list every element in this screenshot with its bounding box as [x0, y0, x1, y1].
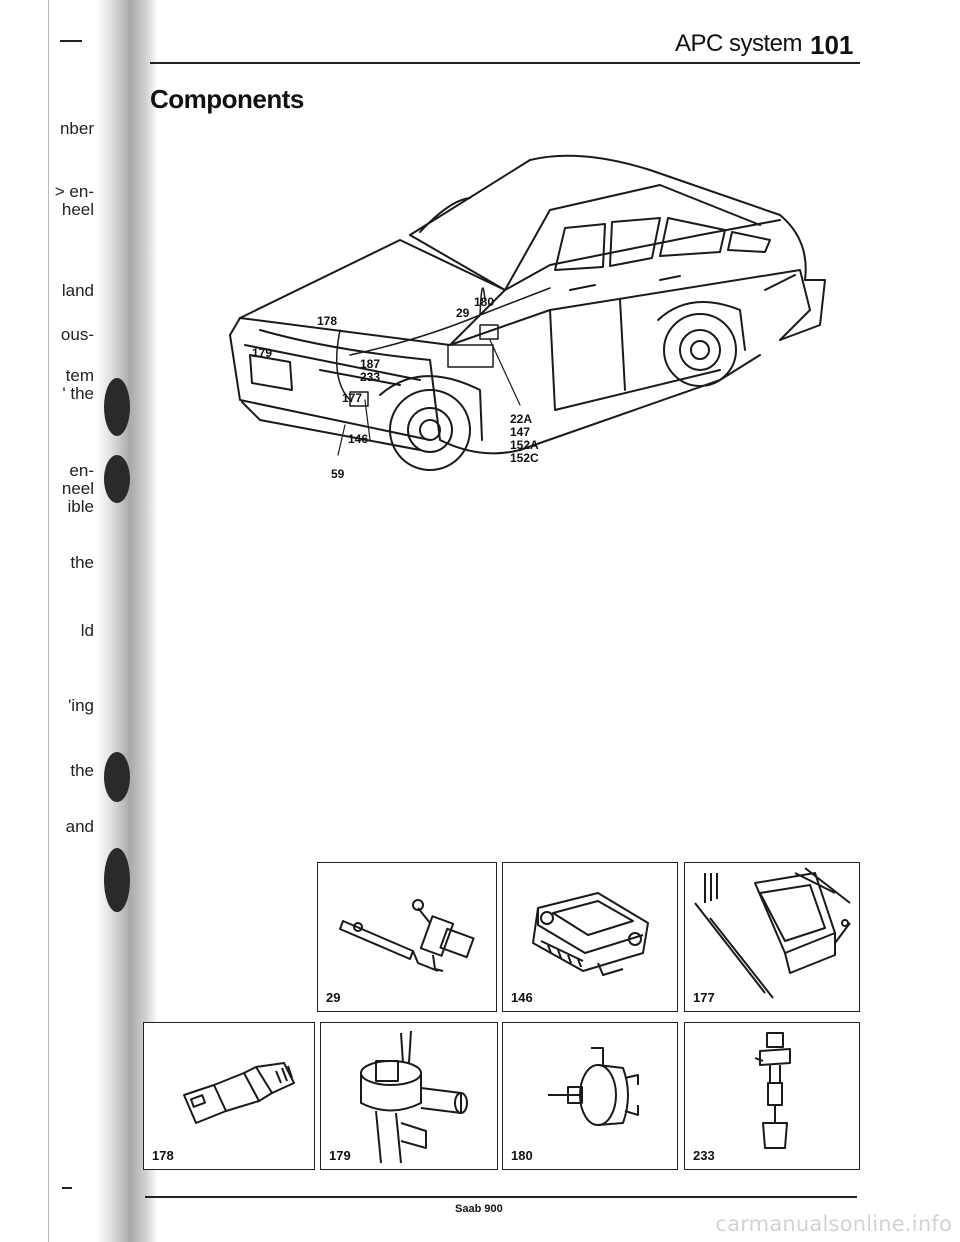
panel-label: 29 [326, 990, 341, 1005]
component-panel-29 [317, 862, 497, 1012]
component-panel-146 [502, 862, 678, 1012]
callout-label: 59 [331, 467, 345, 481]
component-panel-179 [320, 1022, 498, 1170]
relay-bracket-icon [685, 863, 859, 1011]
left-page-edge [48, 0, 49, 1242]
page-number: 101 [810, 30, 854, 60]
left-page-fragment: en- neel ible [61, 461, 94, 516]
left-page-fragment: and [65, 817, 94, 836]
component-panel-177 [684, 862, 860, 1012]
left-page-fragment: the [70, 761, 94, 780]
binding-blot [104, 752, 130, 802]
callout-label: 179 [252, 346, 273, 360]
panel-label: 178 [152, 1148, 174, 1163]
panel-label: 233 [693, 1148, 715, 1163]
panel-label: 179 [329, 1148, 351, 1163]
component-panel-178 [143, 1022, 315, 1170]
left-page-fragment: > en- heel [54, 182, 94, 219]
left-page-fragment: ous- [60, 325, 94, 344]
binding-blot [104, 378, 130, 436]
left-page-fragment: the [70, 553, 94, 572]
binding-blot [104, 455, 130, 503]
left-page-fragment: land [61, 281, 94, 300]
left-page-fragment: tem ' the [62, 366, 94, 403]
panel-label: 146 [511, 990, 533, 1005]
footer-text: Saab 900 [455, 1203, 503, 1215]
binding-blot [104, 848, 130, 912]
control-unit-icon [503, 863, 677, 1011]
car-illustration [220, 140, 830, 490]
callout-label: 178 [317, 314, 338, 328]
panel-label: 180 [511, 1148, 533, 1163]
panel-label: 177 [693, 990, 715, 1005]
callout-label: 187 [360, 357, 381, 371]
left-page-fragment: ld [80, 621, 94, 640]
callout-label: 146 [348, 432, 369, 446]
callout-label: 22A 147 152A 152C [510, 412, 539, 465]
brake-switch-icon [318, 863, 496, 1011]
left-page-fragment: 'ing [68, 696, 94, 715]
component-panel-233 [684, 1022, 860, 1170]
left-page-fragment: nber [59, 119, 94, 138]
watermark: carmanualsonline.info [715, 1212, 952, 1236]
component-panel-180 [502, 1022, 678, 1170]
footer-rule [145, 1196, 857, 1198]
header-rule [150, 62, 860, 64]
header-section-title: APC system [675, 30, 803, 57]
left-dash [62, 1187, 72, 1189]
page-title: Components [150, 84, 304, 114]
callout-label: 180 [474, 295, 495, 309]
left-dash [60, 40, 82, 42]
callout-label: 177 [342, 391, 363, 405]
callout-label: 233 [360, 370, 381, 384]
callout-label: 29 [456, 306, 470, 320]
